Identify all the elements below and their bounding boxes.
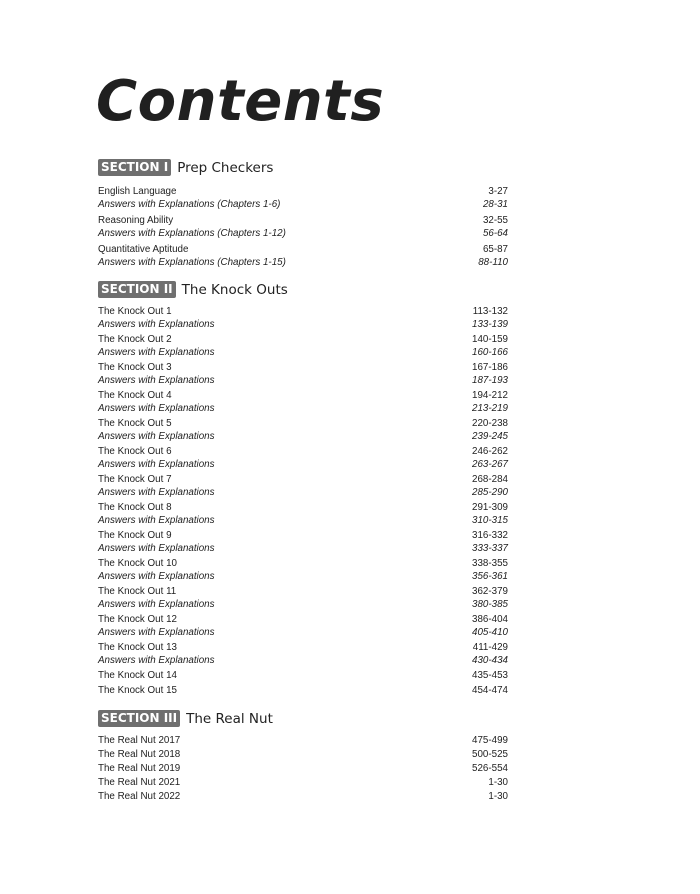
section-title: Prep Checkers xyxy=(177,159,274,176)
toc-entry-label: English Language xyxy=(98,186,177,197)
toc-entry-pages: 291-309 xyxy=(472,502,508,513)
toc-entry xyxy=(98,417,508,430)
toc-entry-pages: 3-27 xyxy=(488,186,508,197)
section-title: The Real Nut xyxy=(186,710,273,727)
toc-entry xyxy=(98,557,508,570)
section-heading xyxy=(98,709,508,728)
toc-entry-pages: 160-166 xyxy=(472,347,508,358)
toc-entry-label: Answers with Explanations xyxy=(98,599,215,610)
table-of-contents xyxy=(98,158,508,804)
toc-entry-pages: 140-159 xyxy=(472,334,508,345)
toc-entry xyxy=(98,501,508,514)
toc-entry-label: The Knock Out 13 xyxy=(98,642,177,653)
toc-entry-pages: 405-410 xyxy=(472,627,508,638)
toc-entry-pages: 310-315 xyxy=(472,515,508,526)
toc-entry-label: The Real Nut 2018 xyxy=(98,749,181,760)
section-heading xyxy=(98,158,508,177)
toc-entry xyxy=(98,585,508,598)
toc-entry xyxy=(98,748,508,761)
toc-entry-pages: 386-404 xyxy=(472,614,508,625)
toc-entry xyxy=(98,473,508,486)
toc-entry xyxy=(98,641,508,654)
toc-entry-label: The Knock Out 4 xyxy=(98,390,172,401)
toc-entry xyxy=(98,346,508,359)
toc-section xyxy=(98,709,508,803)
toc-entry xyxy=(98,333,508,346)
toc-entry-pages: 56-64 xyxy=(482,228,508,239)
toc-entry xyxy=(98,654,508,667)
toc-entry-label: Answers with Explanations xyxy=(98,515,215,526)
section-badge: SECTION III xyxy=(98,710,180,727)
toc-entry-pages: 213-219 xyxy=(472,403,508,414)
toc-section xyxy=(98,158,508,269)
toc-entry xyxy=(98,198,508,211)
toc-entry xyxy=(98,185,508,198)
toc-entry xyxy=(98,684,508,697)
page-title: Contents xyxy=(96,69,385,134)
toc-entry-pages: 1-30 xyxy=(488,791,508,802)
toc-entry-pages: 28-31 xyxy=(482,199,508,210)
toc-entry-label: The Real Nut 2017 xyxy=(98,735,181,746)
toc-entry-pages: 475-499 xyxy=(472,735,508,746)
toc-entry-pages: 263-267 xyxy=(472,459,508,470)
toc-entry-label: The Real Nut 2021 xyxy=(98,777,181,788)
section-heading xyxy=(98,280,508,299)
toc-entry-pages: 268-284 xyxy=(472,474,508,485)
toc-entry-label: Answers with Explanations xyxy=(98,655,215,666)
toc-entry-label: The Knock Out 3 xyxy=(98,362,172,373)
toc-entry xyxy=(98,256,508,269)
toc-entry xyxy=(98,445,508,458)
toc-entry xyxy=(98,389,508,402)
toc-entry xyxy=(98,529,508,542)
section-badge: SECTION II xyxy=(98,281,176,298)
toc-entry-label: Answers with Explanations xyxy=(98,571,215,582)
toc-entry-label: The Real Nut 2019 xyxy=(98,763,181,774)
toc-entry-label: Answers with Explanations xyxy=(98,431,215,442)
toc-entry-label: The Knock Out 7 xyxy=(98,474,172,485)
toc-entry-pages: 133-139 xyxy=(472,319,508,330)
toc-entry xyxy=(98,613,508,626)
toc-entry-label: The Knock Out 1 xyxy=(98,306,172,317)
toc-entry xyxy=(98,318,508,331)
toc-entry xyxy=(98,514,508,527)
toc-entry xyxy=(98,598,508,611)
toc-entry-label: Quantitative Aptitude xyxy=(98,244,189,255)
toc-entry-label: The Knock Out 14 xyxy=(98,670,177,681)
toc-entry xyxy=(98,734,508,747)
toc-entry-label: The Knock Out 15 xyxy=(98,685,177,696)
toc-entry-label: Answers with Explanations (Chapters 1-15) xyxy=(98,257,286,268)
toc-entry xyxy=(98,458,508,471)
toc-entry xyxy=(98,214,508,227)
toc-entry-pages: 316-332 xyxy=(472,530,508,541)
toc-entry-label: Answers with Explanations xyxy=(98,543,215,554)
section-title: The Knock Outs xyxy=(181,281,288,298)
toc-entry-label: The Knock Out 2 xyxy=(98,334,172,345)
toc-entry-pages: 220-238 xyxy=(472,418,508,429)
toc-entry-label: The Knock Out 9 xyxy=(98,530,172,541)
toc-entry-label: Reasoning Ability xyxy=(98,215,174,226)
toc-entry xyxy=(98,243,508,256)
toc-entry-pages: 333-337 xyxy=(472,543,508,554)
toc-entry-pages: 338-355 xyxy=(472,558,508,569)
toc-entry-pages: 285-290 xyxy=(472,487,508,498)
toc-entry-pages: 65-87 xyxy=(482,244,508,255)
toc-entry-pages: 454-474 xyxy=(472,685,508,696)
toc-entry-label: Answers with Explanations xyxy=(98,403,215,414)
toc-entry xyxy=(98,305,508,318)
toc-entry xyxy=(98,626,508,639)
toc-entry-pages: 167-186 xyxy=(472,362,508,373)
toc-entry-pages: 526-554 xyxy=(472,763,508,774)
toc-entry-pages: 411-429 xyxy=(472,642,508,653)
toc-entry-label: Answers with Explanations xyxy=(98,627,215,638)
toc-entry-label: Answers with Explanations (Chapters 1-6) xyxy=(98,199,281,210)
toc-entry xyxy=(98,402,508,415)
toc-entry-pages: 88-110 xyxy=(478,257,508,268)
toc-entry-pages: 113-132 xyxy=(472,306,508,317)
toc-entry-pages: 194-212 xyxy=(472,390,508,401)
toc-entry xyxy=(98,486,508,499)
toc-entry xyxy=(98,374,508,387)
toc-entry-label: Answers with Explanations xyxy=(98,347,215,358)
toc-entry-pages: 1-30 xyxy=(488,777,508,788)
toc-entry-label: Answers with Explanations xyxy=(98,487,215,498)
toc-entry-label: The Knock Out 8 xyxy=(98,502,172,513)
toc-entry-pages: 362-379 xyxy=(472,586,508,597)
toc-entry-label: The Knock Out 11 xyxy=(98,586,177,597)
toc-entry-pages: 500-525 xyxy=(472,749,508,760)
toc-entry-label: Answers with Explanations xyxy=(98,459,215,470)
toc-section xyxy=(98,280,508,697)
toc-entry xyxy=(98,570,508,583)
toc-entry-pages: 435-453 xyxy=(472,670,508,681)
toc-entry xyxy=(98,776,508,789)
toc-entry-pages: 430-434 xyxy=(472,655,508,666)
toc-entry-pages: 356-361 xyxy=(472,571,508,582)
toc-entry xyxy=(98,361,508,374)
toc-entry xyxy=(98,669,508,682)
toc-entry-label: The Knock Out 5 xyxy=(98,418,172,429)
toc-entry-label: Answers with Explanations xyxy=(98,319,215,330)
toc-entry-label: The Knock Out 10 xyxy=(98,558,177,569)
toc-entry-label: The Knock Out 6 xyxy=(98,446,172,457)
toc-entry xyxy=(98,762,508,775)
toc-entry-pages: 239-245 xyxy=(472,431,508,442)
toc-entry-pages: 380-385 xyxy=(472,599,508,610)
toc-entry xyxy=(98,430,508,443)
toc-entry-pages: 246-262 xyxy=(472,446,508,457)
toc-entry xyxy=(98,790,508,803)
toc-entry xyxy=(98,542,508,555)
toc-entry-pages: 187-193 xyxy=(472,375,508,386)
toc-entry-label: The Real Nut 2022 xyxy=(98,791,181,802)
toc-entry-label: Answers with Explanations (Chapters 1-12) xyxy=(98,228,286,239)
toc-entry-label: The Knock Out 12 xyxy=(98,614,177,625)
toc-entry xyxy=(98,227,508,240)
section-badge: SECTION I xyxy=(98,159,171,176)
toc-entry-pages: 32-55 xyxy=(482,215,508,226)
toc-entry-label: Answers with Explanations xyxy=(98,375,215,386)
